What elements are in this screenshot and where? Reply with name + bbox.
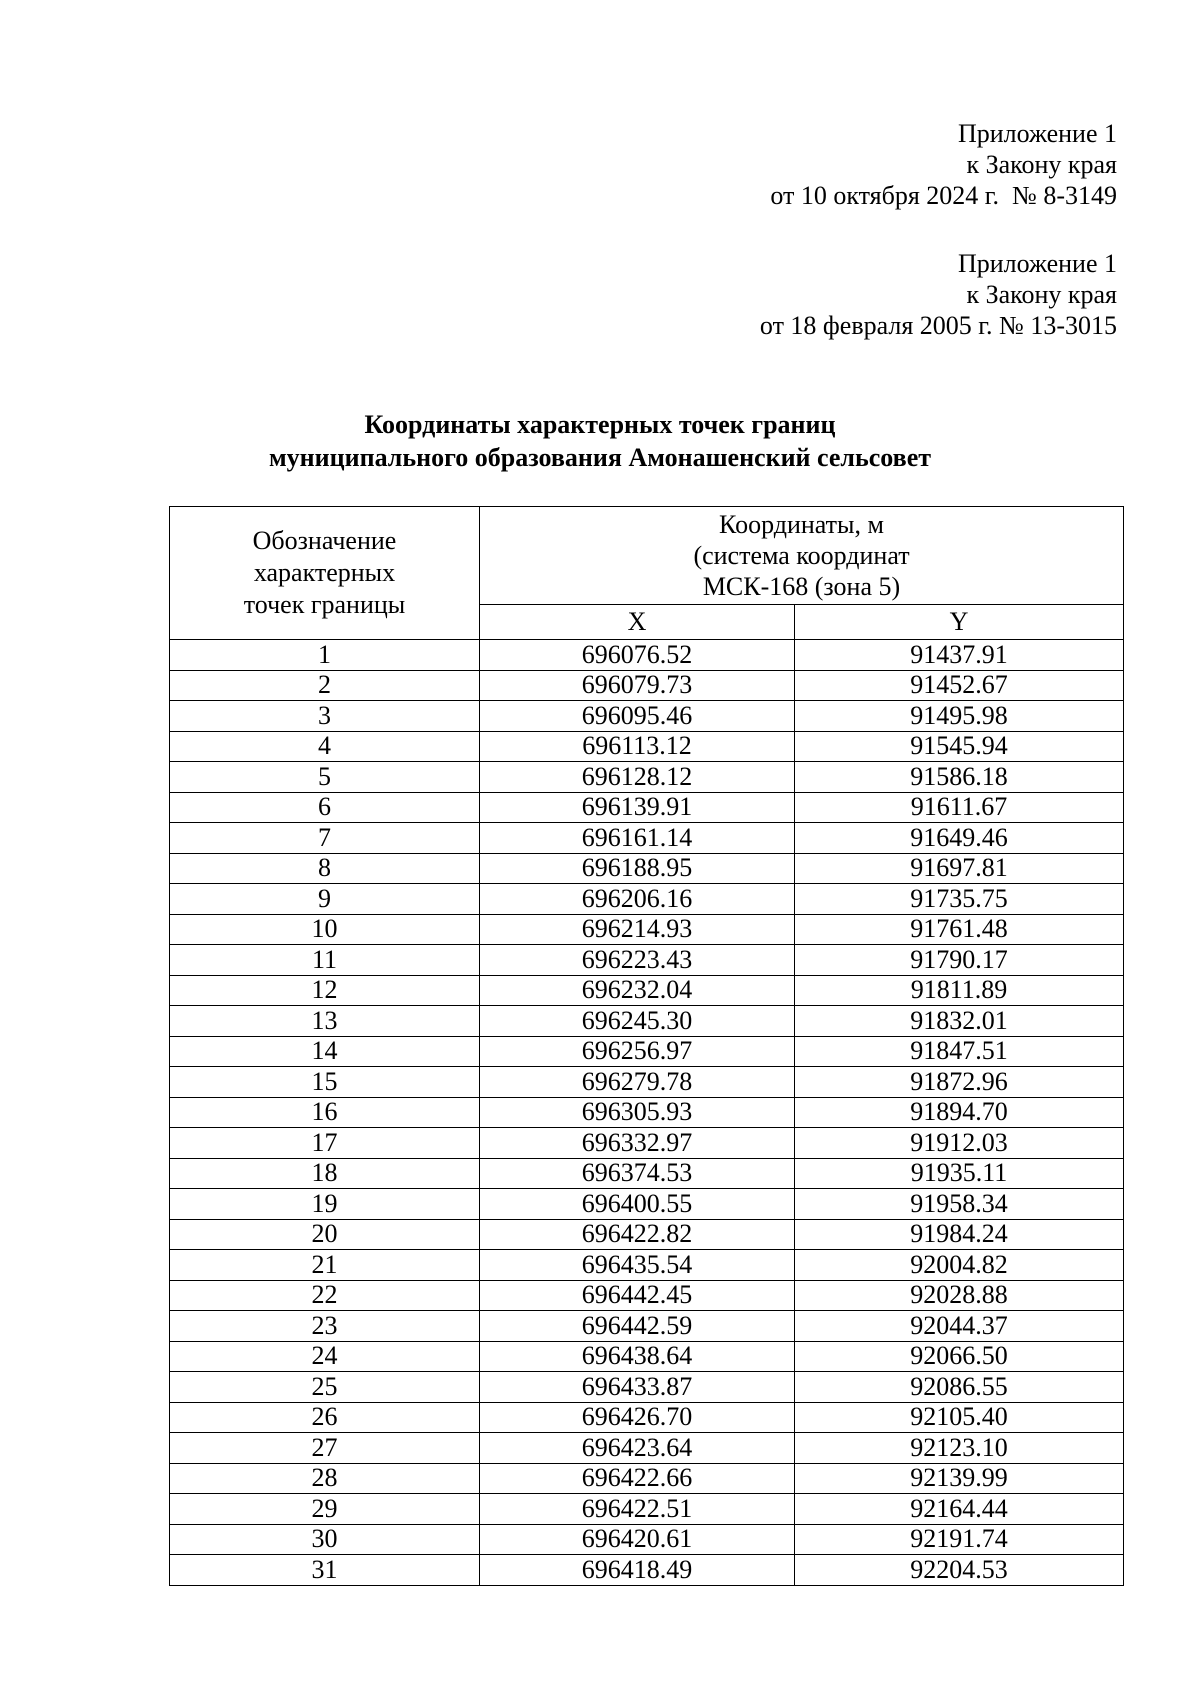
x-coordinate-cell: 696223.43 (480, 945, 795, 976)
table-row (170, 1097, 1124, 1128)
table-row (170, 762, 1124, 793)
title-line-2: муниципального образования Амонашенский сельсовет (268, 443, 932, 472)
table-row (170, 1006, 1124, 1037)
y-coordinate-cell: 91935.11 (795, 1158, 1124, 1189)
header-line: МСК-168 (зона 5) (702, 572, 901, 601)
y-coordinate-cell: 91611.67 (795, 792, 1124, 823)
x-coordinate-cell: 696113.12 (480, 731, 795, 762)
table-row (170, 1372, 1124, 1403)
annex-line: Приложение 1 (957, 249, 1117, 278)
y-coordinate-cell: 91894.70 (795, 1097, 1124, 1128)
x-coordinate-cell: 696214.93 (480, 914, 795, 945)
annex-line: Приложение 1 (957, 119, 1117, 148)
table-row (170, 1158, 1124, 1189)
y-coordinate-cell: 91761.48 (795, 914, 1124, 945)
x-coordinate-cell: 696076.52 (480, 640, 795, 671)
table-row (170, 945, 1124, 976)
y-coordinate-cell: 91697.81 (795, 853, 1124, 884)
table-row (170, 1280, 1124, 1311)
x-coordinate-cell: 696418.49 (480, 1555, 795, 1586)
header-line: характерных (253, 558, 396, 587)
annex-line: от 18 февраля 2005 г. № 13-3015 (759, 311, 1117, 340)
point-number-cell: 9 (170, 884, 480, 915)
point-number-cell: 20 (170, 1219, 480, 1250)
x-coordinate-cell: 696442.45 (480, 1280, 795, 1311)
point-number-cell: 21 (170, 1250, 480, 1281)
x-coordinate-cell: 696232.04 (480, 975, 795, 1006)
document-title (0, 408, 1200, 474)
header-line: Координаты, м (719, 510, 884, 539)
x-axis-header: X (480, 605, 795, 640)
point-number-cell: 27 (170, 1433, 480, 1464)
table-row (170, 884, 1124, 915)
point-number-cell: 16 (170, 1097, 480, 1128)
x-coordinate-cell: 696206.16 (480, 884, 795, 915)
x-coordinate-cell: 696422.82 (480, 1219, 795, 1250)
point-number-cell: 28 (170, 1463, 480, 1494)
point-number-cell: 3 (170, 701, 480, 732)
point-number-cell: 8 (170, 853, 480, 884)
table-row (170, 1433, 1124, 1464)
y-coordinate-cell: 92086.55 (795, 1372, 1124, 1403)
y-coordinate-cell: 92044.37 (795, 1311, 1124, 1342)
point-number-cell: 25 (170, 1372, 480, 1403)
table-row (170, 853, 1124, 884)
x-coordinate-cell: 696426.70 (480, 1402, 795, 1433)
y-coordinate-cell: 91437.91 (795, 640, 1124, 671)
y-coordinate-cell: 91984.24 (795, 1219, 1124, 1250)
point-number-cell: 26 (170, 1402, 480, 1433)
table-row (170, 975, 1124, 1006)
point-number-cell: 29 (170, 1494, 480, 1525)
table-row (170, 640, 1124, 671)
point-number-cell: 19 (170, 1189, 480, 1220)
y-coordinate-cell: 92164.44 (795, 1494, 1124, 1525)
point-number-cell: 17 (170, 1128, 480, 1159)
point-number-cell: 10 (170, 914, 480, 945)
x-coordinate-cell: 696279.78 (480, 1067, 795, 1098)
y-coordinate-cell: 91872.96 (795, 1067, 1124, 1098)
annex-reference-2005 (517, 248, 1117, 341)
x-coordinate-cell: 696095.46 (480, 701, 795, 732)
x-coordinate-cell: 696188.95 (480, 853, 795, 884)
annex-line: к Закону края (966, 280, 1117, 309)
y-coordinate-cell: 91452.67 (795, 670, 1124, 701)
y-coordinate-cell: 92066.50 (795, 1341, 1124, 1372)
point-number-cell: 13 (170, 1006, 480, 1037)
point-number-cell: 23 (170, 1311, 480, 1342)
table-row (170, 1524, 1124, 1555)
table-row (170, 1128, 1124, 1159)
table-row (170, 1555, 1124, 1586)
y-coordinate-cell: 91958.34 (795, 1189, 1124, 1220)
table-row (170, 1219, 1124, 1250)
point-number-cell: 31 (170, 1555, 480, 1586)
x-coordinate-cell: 696139.91 (480, 792, 795, 823)
x-coordinate-cell: 696245.30 (480, 1006, 795, 1037)
x-coordinate-cell: 696374.53 (480, 1158, 795, 1189)
table-row (170, 731, 1124, 762)
y-coordinate-cell: 91832.01 (795, 1006, 1124, 1037)
y-coordinate-cell: 92004.82 (795, 1250, 1124, 1281)
title-line-1: Координаты характерных точек границ (364, 410, 836, 439)
x-coordinate-cell: 696420.61 (480, 1524, 795, 1555)
x-coordinate-cell: 696442.59 (480, 1311, 795, 1342)
x-coordinate-cell: 696332.97 (480, 1128, 795, 1159)
header-line: точек границы (243, 590, 406, 619)
y-coordinate-cell: 91912.03 (795, 1128, 1124, 1159)
coordinates-header (480, 507, 1124, 605)
y-coordinate-cell: 92139.99 (795, 1463, 1124, 1494)
point-number-cell: 30 (170, 1524, 480, 1555)
y-coordinate-cell: 91847.51 (795, 1036, 1124, 1067)
x-coordinate-cell: 696423.64 (480, 1433, 795, 1464)
point-number-cell: 11 (170, 945, 480, 976)
x-coordinate-cell: 696305.93 (480, 1097, 795, 1128)
annex-reference-2024 (517, 118, 1117, 211)
point-number-cell: 2 (170, 670, 480, 701)
point-number-cell: 24 (170, 1341, 480, 1372)
y-coordinate-cell: 91811.89 (795, 975, 1124, 1006)
y-coordinate-cell: 91790.17 (795, 945, 1124, 976)
y-coordinate-cell: 92105.40 (795, 1402, 1124, 1433)
point-number-cell: 6 (170, 792, 480, 823)
annex-line: от 10 октября 2024 г. № 8-3149 (770, 181, 1117, 210)
y-coordinate-cell: 91735.75 (795, 884, 1124, 915)
table-row (170, 1494, 1124, 1525)
y-coordinate-cell: 92204.53 (795, 1555, 1124, 1586)
table-row (170, 1402, 1124, 1433)
table-row (170, 1189, 1124, 1220)
y-coordinate-cell: 91649.46 (795, 823, 1124, 854)
coordinates-table (169, 506, 1124, 1586)
table-row (170, 1463, 1124, 1494)
x-coordinate-cell: 696128.12 (480, 762, 795, 793)
y-coordinate-cell: 91545.94 (795, 731, 1124, 762)
point-number-cell: 4 (170, 731, 480, 762)
table-row (170, 1341, 1124, 1372)
point-number-cell: 1 (170, 640, 480, 671)
point-number-cell: 5 (170, 762, 480, 793)
annex-line: к Закону края (966, 150, 1117, 179)
x-coordinate-cell: 696079.73 (480, 670, 795, 701)
table-row (170, 1067, 1124, 1098)
point-number-cell: 15 (170, 1067, 480, 1098)
table-row (170, 1311, 1124, 1342)
x-coordinate-cell: 696161.14 (480, 823, 795, 854)
x-coordinate-cell: 696438.64 (480, 1341, 795, 1372)
table-body (170, 640, 1124, 1586)
x-coordinate-cell: 696256.97 (480, 1036, 795, 1067)
point-number-cell: 14 (170, 1036, 480, 1067)
table-row (170, 701, 1124, 732)
y-coordinate-cell: 91586.18 (795, 762, 1124, 793)
point-number-cell: 7 (170, 823, 480, 854)
point-number-cell: 22 (170, 1280, 480, 1311)
table-row (170, 914, 1124, 945)
table-header-row (170, 507, 1124, 605)
table-row (170, 1036, 1124, 1067)
y-coordinate-cell: 92123.10 (795, 1433, 1124, 1464)
x-coordinate-cell: 696422.66 (480, 1463, 795, 1494)
table-row (170, 792, 1124, 823)
table-row (170, 823, 1124, 854)
x-coordinate-cell: 696433.87 (480, 1372, 795, 1403)
x-coordinate-cell: 696435.54 (480, 1250, 795, 1281)
point-designation-header (170, 507, 480, 640)
table-row (170, 1250, 1124, 1281)
header-line: Обозначение (252, 526, 397, 555)
y-coordinate-cell: 92028.88 (795, 1280, 1124, 1311)
y-coordinate-cell: 91495.98 (795, 701, 1124, 732)
y-axis-header: Y (795, 605, 1124, 640)
header-line: (система координат (693, 541, 910, 570)
x-coordinate-cell: 696422.51 (480, 1494, 795, 1525)
x-coordinate-cell: 696400.55 (480, 1189, 795, 1220)
point-number-cell: 18 (170, 1158, 480, 1189)
table-row (170, 670, 1124, 701)
point-number-cell: 12 (170, 975, 480, 1006)
y-coordinate-cell: 92191.74 (795, 1524, 1124, 1555)
